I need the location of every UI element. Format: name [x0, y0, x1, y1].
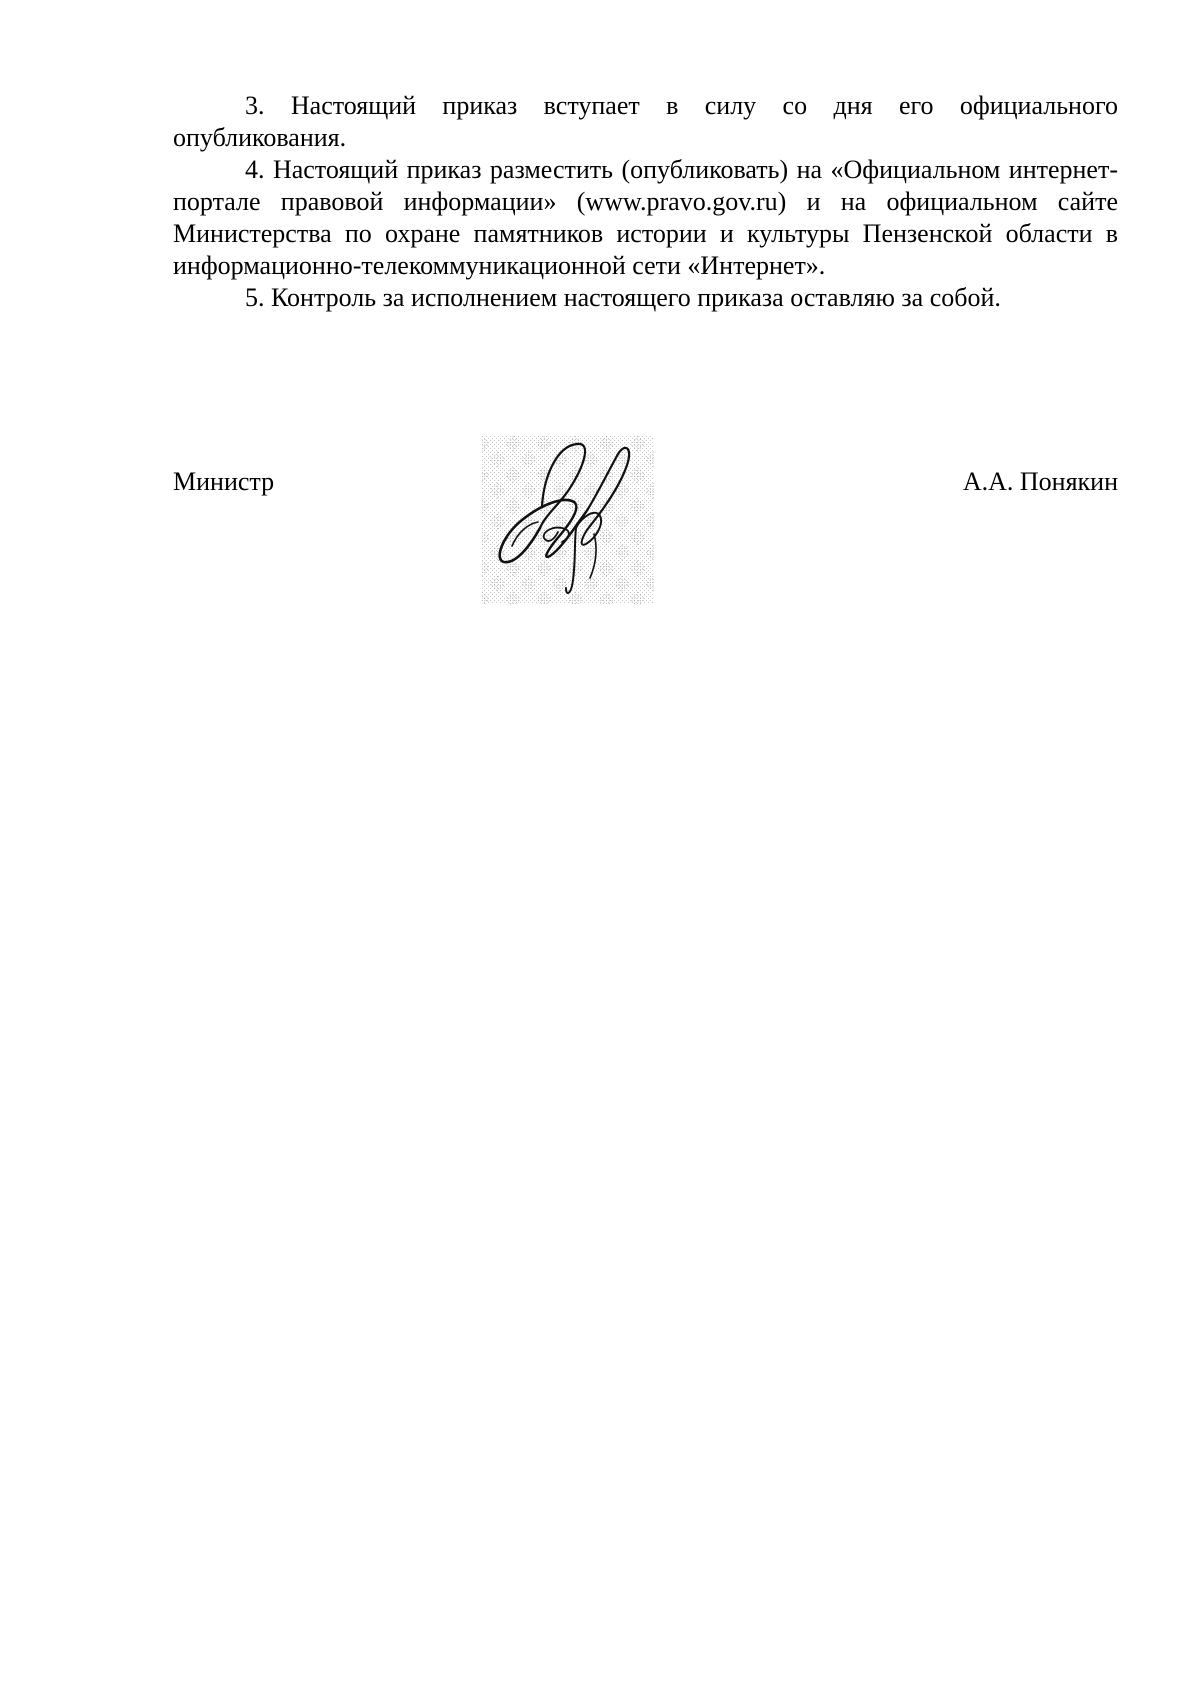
paragraph-item-4: 4. Настоящий приказ разместить (опубликовать) на «Официальном интернет-портале правовой информации» (www.pravo.gov.ru) и на официальном сайте Министерства по охране памятников истории и культуры Пензенской области в информационно-телекоммуникационной сети «Интернет». — [173, 155, 1118, 280]
paragraph-item-3: 3. Настоящий приказ вступает в силу со дня его официального опубликования. — [173, 91, 1118, 152]
handwritten-signature — [482, 436, 654, 604]
signatory-name: А.А. Понякин — [962, 467, 1118, 496]
document-body — [173, 90, 1118, 314]
signatory-title: Министр — [173, 467, 275, 496]
paragraph-item-5: 5. Контроль за исполнением настоящего приказа оставляю за собой. — [245, 283, 1001, 312]
